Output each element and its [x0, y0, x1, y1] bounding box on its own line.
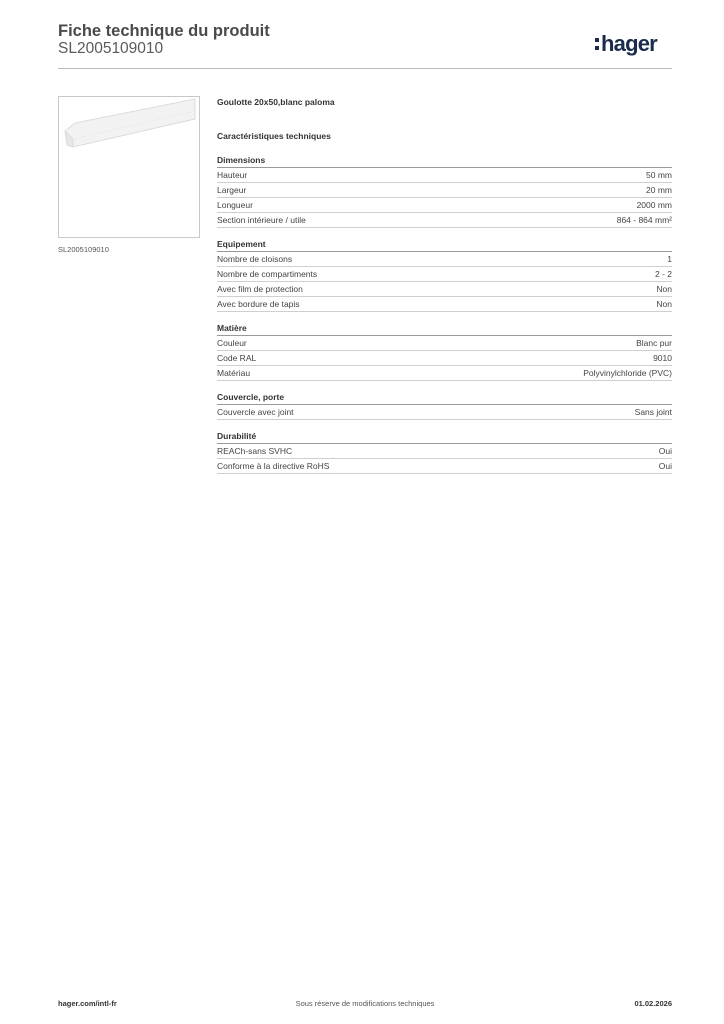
spec-content [217, 96, 672, 474]
spec-row [217, 213, 672, 228]
spec-value: 50 mm [646, 170, 672, 180]
spec-row [217, 198, 672, 213]
spec-label: Largeur [217, 185, 247, 195]
spec-section [217, 430, 672, 474]
spec-row [217, 366, 672, 381]
spec-value: 9010 [653, 353, 672, 363]
spec-label: Longueur [217, 200, 253, 210]
product-reference: SL2005109010 [58, 40, 164, 57]
spec-row [217, 282, 672, 297]
spec-section [217, 322, 672, 381]
image-caption: SL2005109010 [58, 245, 109, 254]
product-name: Goulotte 20x50,blanc paloma [217, 97, 335, 107]
section-title: Matière [217, 322, 672, 336]
spec-row [217, 459, 672, 474]
spec-sections [217, 154, 672, 474]
footer-disclaimer: Sous réserve de modifications techniques [295, 999, 435, 1008]
hager-logo [594, 30, 674, 58]
spec-row [217, 351, 672, 366]
footer-website-link[interactable]: hager.com/intl-fr [58, 999, 117, 1008]
spec-row [217, 168, 672, 183]
spec-label: Couleur [217, 338, 247, 348]
spec-value: Sans joint [634, 407, 672, 417]
spec-row [217, 405, 672, 420]
spec-label: Matériau [217, 368, 251, 378]
spec-label: Nombre de cloisons [217, 254, 293, 264]
spec-label: Hauteur [217, 170, 248, 180]
spec-row [217, 297, 672, 312]
spec-value: 2 - 2 [654, 269, 672, 279]
spec-value: 1 [667, 254, 672, 264]
cable-duct-illustration [59, 97, 199, 237]
spec-value: Non [656, 284, 672, 294]
product-image [58, 96, 200, 238]
spec-section [217, 391, 672, 420]
section-title: Dimensions [217, 154, 672, 168]
page-title: Fiche technique du produit [58, 22, 270, 40]
spec-value: Non [656, 299, 672, 309]
spec-row [217, 336, 672, 351]
spec-row [217, 252, 672, 267]
spec-heading: Caractéristiques techniques [217, 131, 331, 141]
section-title: Durabilité [217, 430, 672, 444]
footer-date: 01.02.2026 [634, 999, 672, 1008]
spec-value: Oui [658, 461, 672, 471]
section-title: Couvercle, porte [217, 391, 672, 405]
spec-value: Blanc pur [636, 338, 672, 348]
spec-label: Avec bordure de tapis [217, 299, 300, 309]
spec-label: Conforme à la directive RoHS [217, 461, 330, 471]
spec-label: Nombre de compartiments [217, 269, 318, 279]
spec-value: 864 - 864 mm² [616, 215, 672, 225]
spec-value: Oui [658, 446, 672, 456]
spec-row [217, 267, 672, 282]
spec-label: Avec film de protection [217, 284, 303, 294]
spec-section [217, 238, 672, 312]
spec-section [217, 154, 672, 228]
brand-wordmark: hager [601, 31, 657, 56]
spec-value: 2000 mm [636, 200, 672, 210]
spec-value: Polyvinylchloride (PVC) [583, 368, 672, 378]
spec-label: Couvercle avec joint [217, 407, 294, 417]
spec-label: Section intérieure / utile [217, 215, 306, 225]
header-divider [58, 68, 672, 69]
spec-value: 20 mm [646, 185, 672, 195]
spec-row [217, 183, 672, 198]
spec-label: REACh-sans SVHC [217, 446, 293, 456]
spec-row [217, 444, 672, 459]
spec-label: Code RAL [217, 353, 257, 363]
section-title: Equipement [217, 238, 672, 252]
